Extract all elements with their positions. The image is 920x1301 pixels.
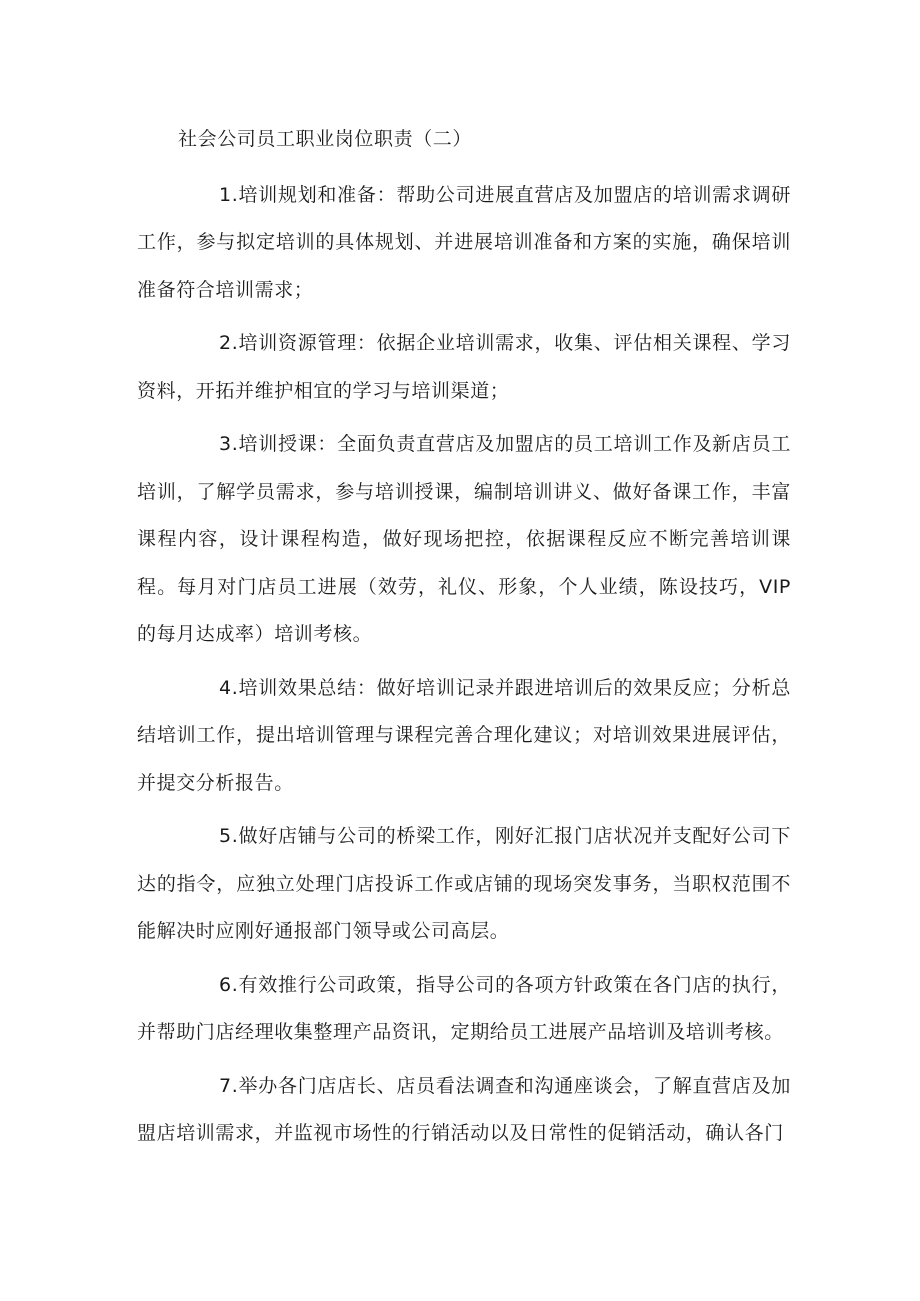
item-text: .培训授课：全面负责直营店及加盟店的员工培训工作及新店员工培训，了解学员需求，参与培训授课，编制培训讲义、做好备课工作，丰富课程内容，设计课程构造，做好现场把控，依据课程反应不断完善培训课程。每月对门店员工进展（效劳，礼仪、形象，个人业绩，陈设技巧，VIP的每月达成率）培训考核。 <box>137 433 791 645</box>
item-number: 4 <box>219 676 232 699</box>
list-item <box>137 421 791 659</box>
item-text: .培训规划和准备：帮助公司进展直营店及加盟店的培训需求调研工作，参与拟定培训的具体规划、并进展培训准备和方案的实施，确保培训准备符合培训需求； <box>137 183 791 301</box>
list-item <box>137 962 791 1057</box>
item-text: .做好店铺与公司的桥梁工作，刚好汇报门店状况并支配好公司下达的指令，应独立处理门店投诉工作或店铺的现场突发事务，当职权范围不能解决时应刚好通报部门领导或公司高层。 <box>137 825 791 942</box>
document-title: 社会公司员工职业岗位职责（二） <box>178 128 473 150</box>
item-number: 3 <box>219 433 232 455</box>
document-body <box>137 116 791 1158</box>
item-number: 6 <box>219 973 232 996</box>
list-item <box>137 320 791 415</box>
list-item <box>137 813 791 956</box>
item-number: 7 <box>219 1074 232 1097</box>
item-text: .培训效果总结：做好培训记录并跟进培训后的效果反应；分析总结培训工作，提出培训管理与课程完善合理化建议；对培训效果进展评估，并提交分析报告。 <box>137 676 791 794</box>
list-item <box>137 1063 791 1158</box>
item-number: 2 <box>219 332 232 354</box>
list-item <box>137 172 791 315</box>
item-text: .有效推行公司政策，指导公司的各项方针政策在各门店的执行，并帮助门店经理收集整理产品资讯，定期给员工进展产品培训及培训考核。 <box>137 973 791 1043</box>
item-text: .举办各门店店长、店员看法调查和沟通座谈会，了解直营店及加盟店培训需求，并监视市场性的行销活动以及日常性的促销活动，确认各门 <box>137 1074 791 1144</box>
item-text: .培训资源管理：依据企业培训需求，收集、评估相关课程、学习资料，开拓并维护相宜的学习与培训渠道； <box>137 332 791 402</box>
item-number: 5 <box>219 825 232 847</box>
item-number: 1 <box>219 183 232 206</box>
list-item <box>137 665 791 808</box>
